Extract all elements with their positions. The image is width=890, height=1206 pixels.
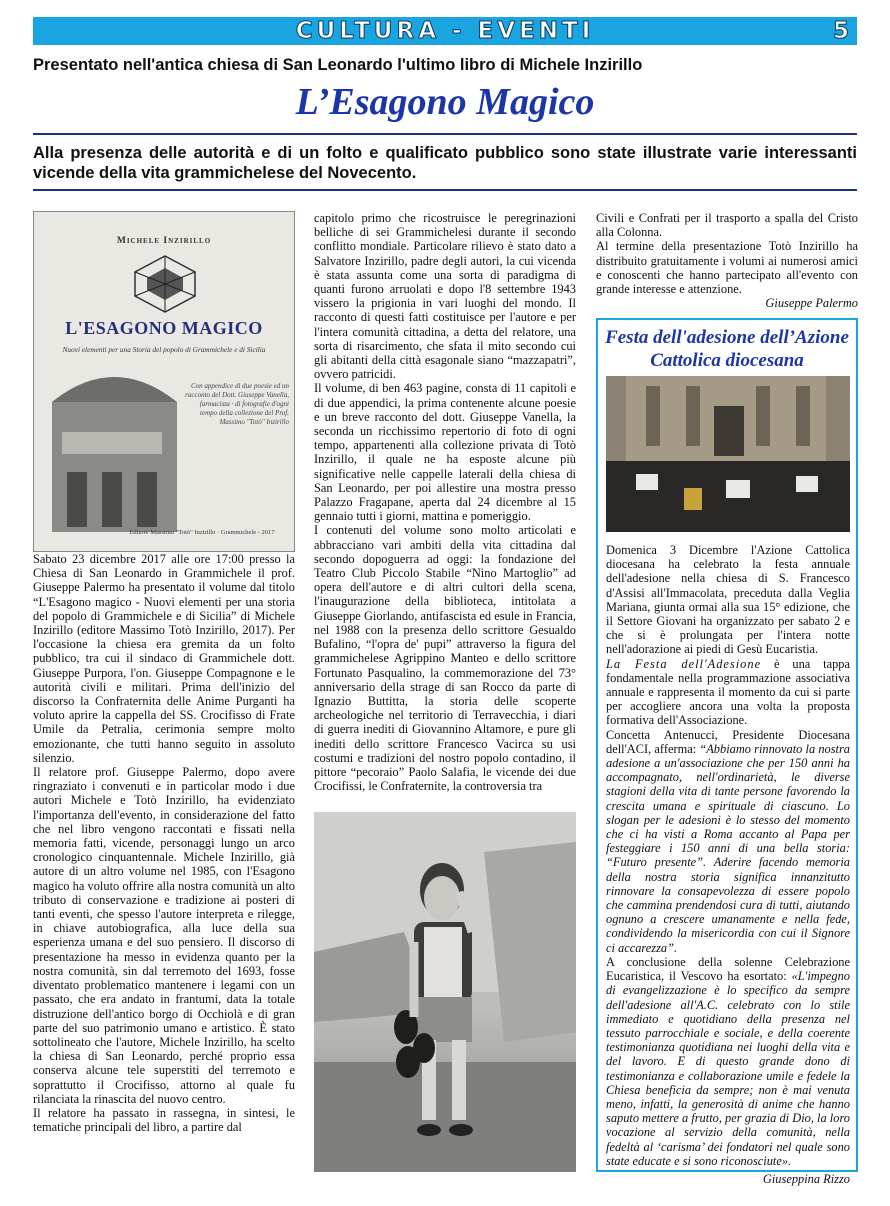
article-column-3 (596, 211, 858, 310)
cover-author: Michele Inzirillo (116, 236, 212, 246)
boy-figure-illustration (314, 812, 576, 1172)
book-cover-image (33, 211, 295, 552)
cover-title: L'ESAGONO MAGICO (65, 318, 263, 338)
paragraph: Sabato 23 dicembre 2017 alle ore 17:00 presso la Chiesa di San Leonardo in Grammichele il prof. Giuseppe Palermo ha presentato il volume dal titolo “L'Esagono magico - Nuovi elementi per una storia del popolo di Grammichele e di Sicilia” di Michele Inzirillo (editore Massimo Totò Inzirillo, 2017). Per l'occasione la chiesa era gremita da un folto pubblico, tra cui il sindaco di Grammichele dott. Giuseppe Purpora, l'on. Giuseppe Compagnone e le autorità civili e militari. Prima dell'inizio del discorso la Confraternita delle Anime Purganti ha voluto aprire la cappella del SS. Crocifisso di Frate Umile da Petralia, cerimonia sempre molto emozionante, che tutti hanno seguito in assoluto silenzio. (33, 552, 295, 765)
italic-phrase: La Festa dell'Adesione (606, 656, 762, 671)
paragraph: Il volume, di ben 463 pagine, consta di 11 capitoli e di due appendici, la prima contenente alcune poesie e un breve racconto del dott. Giuseppe Vanella, la seconda un ricchissimo repertorio di foto di ogni tempo, appartenenti alla collezione privata di Totò Inzirillo, il quale ne ha esposte alcune più significative nelle cappelle laterali della chiesa di San Leonardo, per poi allestire una mostra presso Palazzo Fragapane, aperta dal 24 dicembre al 15 gennaio tutti i giorni, mattina e pomeriggio. (314, 381, 576, 524)
subtitle-rule (33, 189, 857, 191)
vintage-boy-photo (314, 812, 576, 1172)
paragraph: Il relatore prof. Giuseppe Palermo, dopo avere ringraziato i convenuti e in particolar modo i due autori Michele e Totò Inzirillo, ha evidenziato l'importanza dell'evento, in considerazione del fatto che nel libro vengono raccontati e fissati nella memoria fatti, vicende, personaggi lungo un arco cronologico cinquantennale. Michele Inzirillo, già autore di un altro volume nel 1985, con l'Esagono magico ha voluto offrire alla nostra comunità un alto tributo di conservazione e tradizione ai posteri di tanti eventi, che spesso l'autore interpreta e rilegge, in chiave autobiografica, alla luce della sua esperienza umana e del suo pensiero. Il discorso di presentazione ha messo in evidenza quanto per la nostra comunità, sin dal terremoto del 1693, fosse diventato problematico mantenere i legami con un passato, che era andato in frantumi, data la totale distruzione dell'antico borgo di Occhiolà e di gran parte del suo patrimonio umano e artistico. È stato sottolineato che l'autore, Michele Inzirillo, ha scelto la chiesa di San Leonardo, perché proprio essa conserva alcune tele superstiti del terremoto e soprattutto il Crocifisso, attorno al quale fu rilanciata la rinascita del nuovo centro. (33, 765, 295, 1106)
paragraph-text: è una tappa fondamentale nella programmazione associativa annuale e rappresenta il momento da cui si parte per accogliere ancora una volta la proposta formativa dell'Associazione. (606, 656, 851, 728)
paragraph: Al termine della presentazione Totò Inzirillo ha distribuito gratuitamente i volumi ai numerosi amici e conoscenti che hanno partecipato all'evento con grande interesse e attenzione. (596, 239, 858, 297)
group-photo (606, 376, 850, 532)
sidebar-title: Festa dell'adesione dell’Azione Cattolica diocesana (605, 327, 849, 371)
quote-text: “Abbiamo rinnovato la nostra adesione a un'associazione che per 150 anni ha accompagnato, nell'ordinarietà, le diverse stagioni della vita di tante persone favorendo la crescita umana e spirituale di ciascuno. Lo slogan per le adesioni è lo stesso del momento che ci ha visti a Roma accanto al Papa per festeggiare i 150 anni di una bella storia: “Futuro presente”. Aderire facendo memoria della nostra storia significa innanzitutto rinnovare la consapevolezza di essere popolo che cammina prendendosi cura di tutti, aiutando ognuno a crescere umanamente e nella fede, condividendo la misericordia con cui il Signore ci accarezza”. (606, 741, 850, 955)
cover-publisher: Editore Massimo "Totò" Inzirillo · Grammichele - 2017 (129, 529, 275, 536)
article-kicker: Presentato nell'antica chiesa di San Leonardo l'ultimo libro di Michele Inzirillo (33, 56, 643, 74)
section-banner (33, 17, 857, 45)
article-signature: Giuseppe Palermo (765, 296, 858, 311)
paragraph: Civili e Confrati per il trasporto a spalla del Cristo alla Colonna. (596, 211, 858, 240)
sidebar-box (596, 318, 858, 1186)
hexagon-emblem-icon (130, 254, 200, 314)
paragraph (606, 728, 850, 955)
paragraph: capitolo primo che ricostruisce le peregrinazioni belliche di sei Grammichelesi durante il secondo conflitto mondiale. Particolare rilievo è stato dato a Salvatore Inzirillo, padre degli autori, la cui vicenda è stata assunta come una sorta di paradigma di quanti furono arruolati e dopo l'8 settembre 1943 vissero la prigionia in vari luoghi del mondo. Il racconto di questi fatti costituisce per l'autore e per l'intera comunità cittadina, a detta del relatore, una sorta di risarcimento, che sfata il mito secondo cui gli abitanti della città esagonale siano “mazzapatri”, ovvero patricidi. (314, 211, 576, 382)
quote-text: «L'impegno di evangelizzazione è lo specifico da sempre dell'adesione all'A.C. celebrato con lo stile immediato e quotidiano della presenza nel tessuto parrocchiale e sociale, e della coerente testimonianza quotidiana nei luoghi della vita e del lavoro. E di questo grande dono di testimonianza e collaborazione umile e fedele la Chiesa beneficia da sempre; non è mai venuta meno, infatti, la generosità di anime che hanno saputo mettere a frutto, per grazia di Dio, la loro vocazione al servizio della comunità, nella fedeltà al ‘carisma’ dei fondatori nel quale sono state educate e si sono riconosciute». (606, 969, 850, 1168)
church-facade-illustration (606, 376, 850, 532)
article-title: L’Esagono Magico (295, 81, 595, 123)
paragraph: Il relatore ha passato in rassegna, in sintesi, le tematiche principali del libro, a partire dal (33, 1105, 295, 1135)
paragraph: Domenica 3 Dicembre l'Azione Cattolica diocesana ha celebrato la festa annuale dell'adesione nella chiesa di S. Francesco d'Assisi all'Immacolata, preceduta dalla Veglia Mariana, giunta ormai alla sua 15° edizione, che il Settore Giovani ha organizzato per sabato 2 e che si è prolungata per l'intera notte nell'adorazione ai piedi di Gesù Eucaristia. (606, 543, 850, 657)
sidebar-signature: Giuseppina Rizzo (762, 1171, 850, 1186)
paragraph-text: A conclusione della solenne Celebrazione Eucaristica, il Vescovo ha esortato: (606, 954, 850, 984)
article-subtitle: Alla presenza delle autorità e di un folto e qualificato pubblico sono state illustrate varie interessanti vicende della vita grammichelese del Novecento. (33, 144, 857, 182)
cover-note: Con appendice di due poesie ed un racconto del Dott. Giuseppe Vanella, farmacista · di fotografie d'ogni tempo della collezione del Prof. Massimo "Totò" Inzirillo (185, 382, 289, 426)
paragraph (606, 657, 850, 728)
top-rule (33, 133, 857, 135)
paragraph-text: Concetta Antenucci, Presidente Diocesana dell'ACI, afferma: (606, 727, 850, 756)
article-column-2 (314, 211, 576, 793)
page-number: 5 (832, 18, 849, 44)
paragraph (606, 955, 850, 1168)
cover-subtitle: Nuovi elementi per una Storia del popolo di Grammichele e di Sicilia (62, 345, 266, 354)
building-illustration (42, 362, 192, 532)
paragraph: I contenuti del volume sono molto articolati e abbracciano vari ambiti della vita cittadina dal secondo dopoguerra ad oggi: la fondazione del Teatro Club Piccolo Stabile “Nino Martoglio” ad opera dell'autore e di altri cultori della scena, l'inaugurazione della biblioteca, intitolata a Giuseppe Giorlando, antifascista ed esule in Francia, nel 1988 con la presenza dello scrittore Gesualdo Bufalino, “l'opra de' pupi” attraverso la figura del grammichelese Agrippino Manteo e dello scrittore Fortunato Pasqualino, la commemorazione del 73° anniversario della strage di san Rocco da parte di Ignazio Buttitta, la storia delle scoperte archeologiche nel territorio di Terravecchia, i diari di guerra inediti di Giovannino Altamore, e pure gli inediti dello scrittore Francesco Vacirca su usi costumi e tradizioni del nostro popolo contadino, il pittore “pecoraio” Paolo Salafia, le vicende dei due Crocifissi, le Confraternite, la controversia tra (314, 523, 576, 794)
section-title: CULTURA - EVENTI (295, 18, 595, 44)
article-column-1 (33, 552, 295, 1134)
sidebar-text (606, 543, 850, 1186)
